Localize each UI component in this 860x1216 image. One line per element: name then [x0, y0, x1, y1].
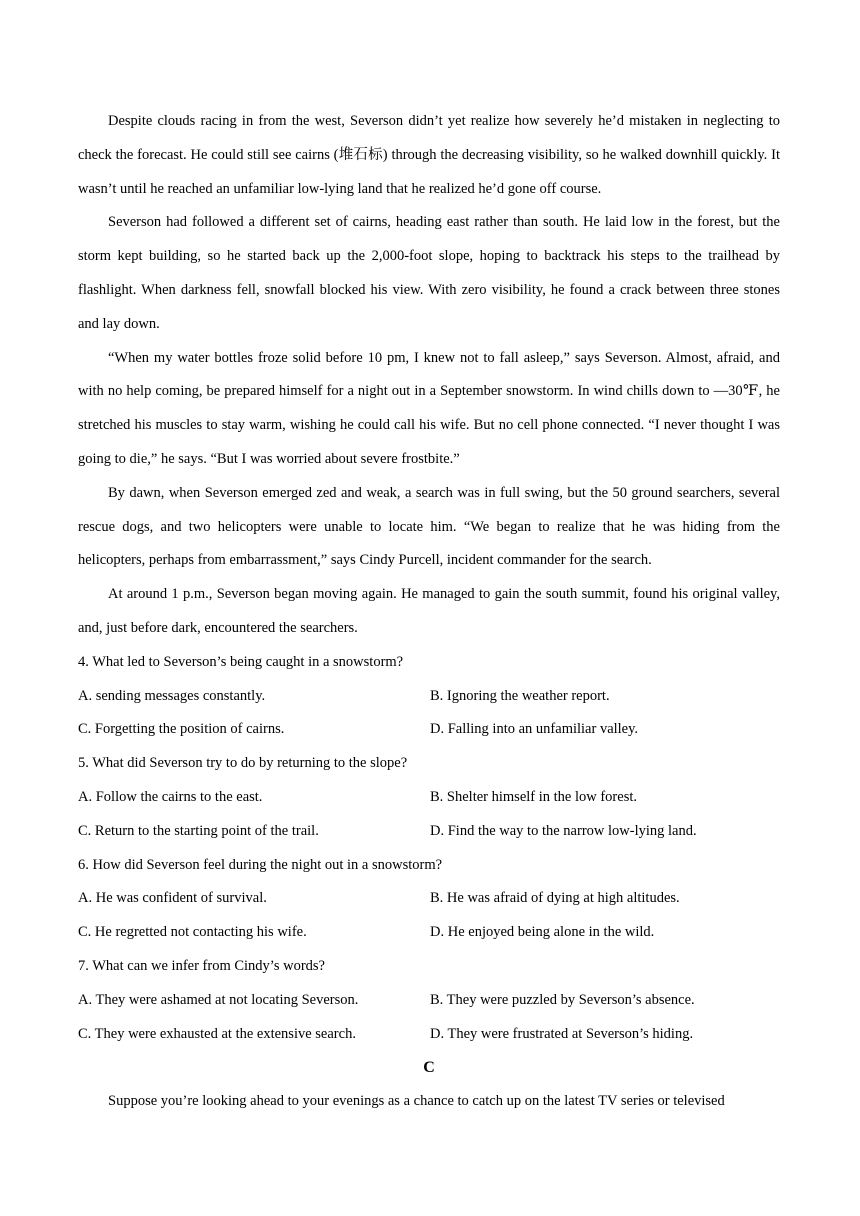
option-b: B. They were puzzled by Severson’s absence. [430, 991, 695, 1008]
option-d: D. They were frustrated at Severson’s hiding. [430, 1025, 694, 1042]
passage-paragraph-2: Severson had followed a different set of cairns, heading east rather than south. He laid low in the forest, but the storm kept building, so he started back up the 2,000-foot slope, hoping to backtrack his steps to the trailhead by flashlight. When darkness fell, snowfall blocked his view. With zero visibility, he found a crack between three stones and lay down. [78, 214, 780, 332]
question-stem: 5. What did Severson try to do by returning to the slope? [78, 755, 408, 772]
option-d: D. Find the way to the narrow low-lying land. [430, 822, 697, 839]
option-c: C. He regretted not contacting his wife. [78, 924, 307, 941]
question-4 [78, 646, 780, 747]
question-stem: 6. How did Severson feel during the night out in a snowstorm? [78, 856, 443, 873]
options-row [78, 815, 780, 849]
option-a: A. sending messages constantly. [78, 687, 266, 704]
question-stem: 4. What led to Severson’s being caught in a snowstorm? [78, 653, 404, 670]
option-c: C. Forgetting the position of cairns. [78, 721, 285, 738]
option-b: B. Ignoring the weather report. [430, 687, 610, 704]
option-c: C. They were exhausted at the extensive search. [78, 1025, 356, 1042]
section-heading: C [423, 1059, 435, 1077]
document-page [78, 105, 780, 1119]
question-6 [78, 849, 780, 950]
option-d: D. Falling into an unfamiliar valley. [430, 721, 639, 738]
options-row [78, 882, 780, 916]
passage-paragraph-4: By dawn, when Severson emerged zed and weak, a search was in full swing, but the 50 ground searchers, several rescue dogs, and two helicopters were unable to locate him. “We began to realize that he was hiding from the helicopters, perhaps from embarrassment,” says Cindy Purcell, incident commander for the search. [78, 484, 780, 569]
options-row [78, 680, 780, 714]
option-b: B. He was afraid of dying at high altitudes. [430, 890, 680, 907]
question-stem: 7. What can we infer from Cindy’s words? [78, 957, 325, 974]
passage-paragraph-5: At around 1 p.m., Severson began moving again. He managed to gain the south summit, found his original valley, and, just before dark, encountered the searchers. [78, 586, 780, 636]
options-row [78, 781, 780, 815]
section-c-first-line: Suppose you’re looking ahead to your evenings as a chance to catch up on the latest TV series or televised [108, 1093, 725, 1110]
options-row [78, 1018, 780, 1052]
question-7 [78, 950, 780, 1051]
option-a: A. He was confident of survival. [78, 890, 267, 907]
option-d: D. He enjoyed being alone in the wild. [430, 924, 655, 941]
options-row [78, 984, 780, 1018]
option-a: A. Follow the cairns to the east. [78, 788, 263, 805]
option-b: B. Shelter himself in the low forest. [430, 788, 637, 805]
option-a: A. They were ashamed at not locating Severson. [78, 991, 359, 1008]
options-row [78, 916, 780, 950]
passage-paragraph-3: “When my water bottles froze solid before 10 pm, I knew not to fall asleep,” says Severson. Almost, afraid, and with no help coming, be prepared himself for a night out in a September snowstorm. In wind chills down to —30℉, he stretched his muscles to stay warm, wishing he could call his wife. But no cell phone connected. “I never thought I was going to die,” he says. “But I was worried about severe frostbite.” [78, 349, 780, 467]
question-5 [78, 747, 780, 848]
options-row [78, 713, 780, 747]
option-c: C. Return to the starting point of the trail. [78, 822, 319, 839]
passage-paragraph-1: Despite clouds racing in from the west, Severson didn’t yet realize how severely he’d mistaken in neglecting to check the forecast. He could still see cairns (堆石标) through the decreasing visibility, so he walked downhill quickly. It wasn’t until he reached an unfamiliar low-lying land that he realized he’d gone off course. [78, 113, 780, 197]
